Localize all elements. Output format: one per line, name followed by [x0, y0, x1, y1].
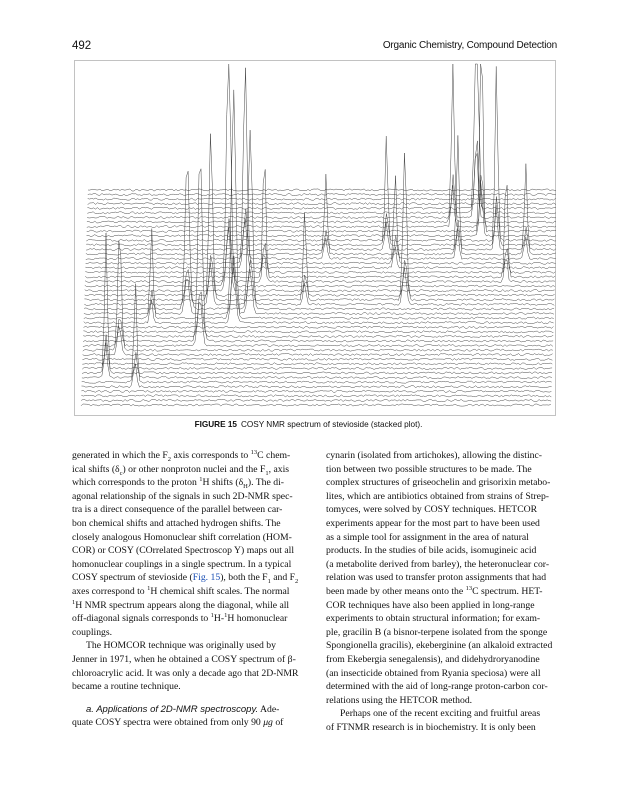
right-column — [326, 449, 560, 734]
figure-caption — [0, 420, 617, 429]
cosy-stacked-plot-figure — [74, 60, 556, 416]
figure-label: FIGURE 15 — [194, 420, 237, 429]
figure-15-link[interactable]: Fig. 15 — [192, 572, 221, 584]
left-column — [72, 449, 306, 730]
running-title: Organic Chemistry, Compound Detection — [382, 40, 557, 51]
page-number: 492 — [72, 40, 92, 52]
figure-caption-text: COSY NMR spectrum of stevioside (stacked plot). — [240, 420, 423, 429]
section-heading: a. Applications of 2D-NMR spectroscopy. — [86, 703, 259, 715]
paragraph-applications: a. Applications of 2D-NMR spectroscopy. Ade- quate COSY spectra were obtained from only 90 μg of — [72, 703, 284, 729]
paragraph-natural-products: cynarin (isolated from artichokes), allowing the distinc- tion between two possible structures to be made. The complex structures of griseochelin and grisorixin metabo- lites, which are antibiotics obtained from strains of Strep- tomyces, were solved by COSY techniques. HETCOR experiments appear for the most part to have been used as a simple tool for assignment in the area of natural products. In the studies of bile acids, isomugineic acid (a metabolite derived from barley), the heteronuclear cor- relation was used to transfer proton assignments that had been made by other means onto the $^{13}$C spectrum. HET- COR techniques have also been applied in long-range experiments to obtain structural information; for exam- ple, gracilin B (a bisnor-terpene isolated from the sponge Spongionella gracilis), ekeberginine (an alkaloid extracted from Ekebergia senegalensis), and didehydroryanodine (an insecticide obtained from Ryania speciosa) were all determined with the aid of long-range proton-carbon cor- relations using the HETCOR method. — [326, 450, 553, 706]
cosy-stacked-plot — [74, 60, 556, 416]
paragraph-biochemistry: Perhaps one of the recent exciting and fruitful areas of FTNMR research is in biochemistry. It is only been — [326, 708, 541, 733]
plot-frame — [75, 61, 556, 416]
paragraph-homcor: The HOMCOR technique was originally used by Jenner in 1971, when he obtained a COSY spectrum of β- chloroacrylic acid. It was only a decade ago that 2D-NMR became a routine technique. — [72, 640, 299, 693]
paragraph-2d-nmr: generated in which the $F_2$ axis corresponds to $^{13}$C chem- ical shifts $(\delta_c)$ or other nonproton nuclei and the $F_1$, axis which corresponds to the proton $^1$H shifts $(\delta_H)$. The di- agonal relationship of the signals in such 2D-NMR spec- tra is a direct consequence of the parallel between car- bon chemical shifts and attached hydrogen shifts. The closely analogous Homonuclear shift correlation (HOM- COR) or COSY (COrrelated Spectroscop Y) maps out all homonuclear couplings in a single spectrum. In a typical COSY spectrum of stevioside (Fig. 15), both the $F_1$ and $F_2$ axes correspond to $^1$H chemical shift scales. The normal $^1$H NMR spectrum appears along the diagonal, while all off-diagonal signals corresponds to $^1$H-$^1$H homonuclear couplings. — [72, 448, 299, 638]
